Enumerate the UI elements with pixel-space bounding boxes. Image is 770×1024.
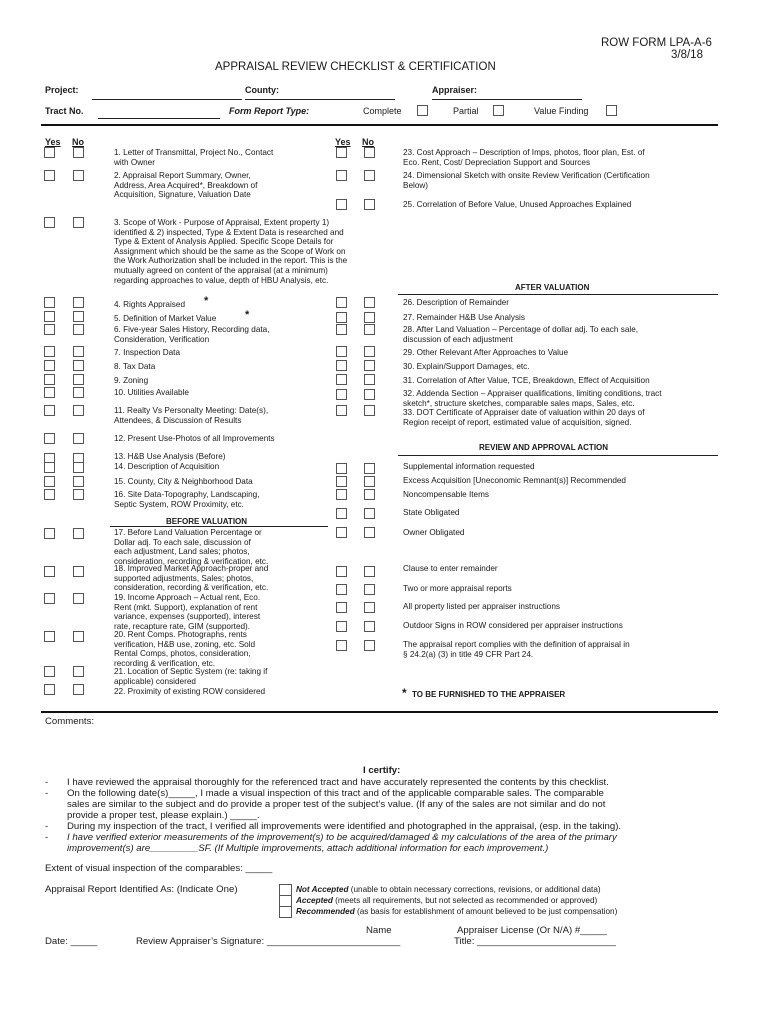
left-no-checkbox[interactable] — [73, 405, 84, 416]
dash: - — [45, 788, 49, 799]
action-yes-checkbox[interactable] — [336, 463, 347, 474]
right-yes-checkbox[interactable] — [336, 147, 347, 158]
right-no-checkbox[interactable] — [364, 147, 375, 158]
action-yes-checkbox[interactable] — [336, 584, 347, 595]
opt-partial-label: Partial — [453, 106, 479, 116]
license-label: Appraiser License (Or N/A) #_____ — [457, 925, 607, 936]
left-item-line: 9. Zoning — [114, 376, 149, 385]
right-item-line: discussion of each adjustment — [403, 334, 513, 344]
accepted-label: Accepted — [296, 896, 333, 905]
right-item-line: 31. Correlation of After Value, TCE, Breakdown, Effect of Acquisition — [403, 376, 650, 385]
action-no-checkbox[interactable] — [364, 621, 375, 632]
right-yes-checkbox[interactable] — [336, 324, 347, 335]
left-no-checkbox[interactable] — [73, 360, 84, 371]
right-item-line: 27. Remainder H&B Use Analysis — [403, 313, 525, 322]
right-no-checkbox[interactable] — [364, 324, 375, 335]
identified-label: Appraisal Report Identified As: (Indicate One) — [45, 884, 238, 895]
after-valuation-heading: AFTER VALUATION — [515, 283, 590, 292]
right-no-checkbox[interactable] — [364, 297, 375, 308]
not-accepted-desc: (unable to obtain necessary corrections, revisions, or additional data) — [348, 885, 601, 894]
dash: - — [45, 832, 49, 843]
left-no-checkbox[interactable] — [73, 387, 84, 398]
right-item-line: 29. Other Relevant After Approaches to Value — [403, 348, 569, 357]
left-yes-checkbox[interactable] — [44, 405, 55, 416]
county-field[interactable] — [245, 99, 395, 100]
action-no-checkbox[interactable] — [364, 584, 375, 595]
action-no-checkbox[interactable] — [364, 566, 375, 577]
action-yes-checkbox[interactable] — [336, 602, 347, 613]
report-type-label: Form Report Type: — [229, 106, 310, 116]
tract-label: Tract No. — [45, 106, 84, 116]
action-yes-checkbox[interactable] — [336, 489, 347, 500]
left-no-checkbox[interactable] — [73, 346, 84, 357]
left-item-line: 13. H&B Use Analysis (Before) — [114, 452, 226, 461]
form-id: ROW FORM LPA-A-6 — [601, 37, 712, 49]
action-no-checkbox[interactable] — [364, 640, 375, 651]
left-yes-checkbox[interactable] — [44, 684, 55, 695]
action-yes-checkbox[interactable] — [336, 508, 347, 519]
right-yes-checkbox[interactable] — [336, 346, 347, 357]
right-no-checkbox[interactable] — [364, 199, 375, 210]
certify-line-4b: improvement(s) are_________SF. (If Multiple improvements, attach additional information for each improvement.) — [67, 843, 549, 854]
project-field[interactable] — [92, 99, 242, 100]
left-no-checkbox[interactable] — [73, 666, 84, 677]
opt-value-finding-label: Value Finding — [534, 106, 589, 116]
left-yes-checkbox[interactable] — [44, 324, 55, 335]
certify-line-4a: I have verified exterior measurements of the improvement(s) to be acquired/damaged & my calculations of the area of the primary — [67, 832, 617, 843]
left-item-line: 5. Definition of Market Value — [114, 314, 217, 323]
certify-line-3: During my inspection of the tract, I verified all improvements were identified and photographed in the appraisal, (esp. in the taking). — [67, 821, 622, 832]
accepted-desc: (meets all requirements, but not selected as recommended or approved) — [332, 896, 598, 905]
left-item-line: 20. Rent Comps. Photographs, rents — [114, 630, 247, 639]
left-item-line: 16. Site Data-Topography, Landscaping, — [114, 490, 260, 499]
action-yes-checkbox[interactable] — [336, 476, 347, 487]
rights-star: * — [204, 295, 209, 307]
left-item-line: regarding approaches to value, depth of HBU Analysis, etc. — [114, 275, 329, 285]
right-item-line: Region receipt of report, estimated value of acquisition, signed. — [403, 417, 632, 427]
right-yes-checkbox[interactable] — [336, 297, 347, 308]
comments-area[interactable] — [110, 716, 710, 756]
comments-label: Comments: — [45, 716, 95, 727]
left-item-line: 6. Five-year Sales History, Recording data, — [114, 325, 270, 334]
action-no-checkbox[interactable] — [364, 602, 375, 613]
left-no-checkbox[interactable] — [73, 147, 84, 158]
action-item-line: § 24.2(a) (3) in title 49 CFR Part 24. — [403, 649, 534, 659]
left-item-line: 4. Rights Appraised — [114, 300, 186, 309]
left-yes-checkbox[interactable] — [44, 170, 55, 181]
right-yes-checkbox[interactable] — [336, 199, 347, 210]
review-approval-heading: REVIEW AND APPROVAL ACTION — [479, 443, 609, 452]
recommended-checkbox[interactable] — [279, 906, 292, 918]
left-no-checkbox[interactable] — [73, 324, 84, 335]
signature-field[interactable]: Review Appraiser’s Signature: _________________________ — [136, 936, 401, 947]
not-accepted-label: Not Accepted — [296, 885, 349, 894]
left-no-checkbox[interactable] — [73, 297, 84, 308]
action-item-line: Clause to enter remainder — [403, 564, 498, 573]
title-field[interactable]: Title: __________________________ — [454, 936, 616, 947]
left-item-line: Consideration, Verification — [114, 334, 210, 344]
left-item-line: applicable) considered — [114, 676, 196, 686]
left-yes-checkbox[interactable] — [44, 387, 55, 398]
left-no-checkbox[interactable] — [73, 311, 84, 322]
left-item-line: 8. Tax Data — [114, 362, 156, 371]
right-item-line: 30. Explain/Support Damages, etc. — [403, 362, 530, 371]
left-item-line: Rent (mkt. Support), explanation of rent — [114, 602, 258, 612]
action-item-line: Excess Acquisition [Uneconomic Remnant(s)] Recommended — [403, 476, 626, 485]
complete-checkbox[interactable] — [417, 105, 428, 116]
right-item-line: 28. After Land Valuation – Percentage of dollar adj. To each sale, — [403, 325, 639, 334]
extent-line: Extent of visual inspection of the comparables: _____ — [45, 863, 273, 874]
left-no-checkbox[interactable] — [73, 566, 84, 577]
left-item-line: 1. Letter of Transmittal, Project No., Contact — [114, 148, 274, 157]
opt-complete-label: Complete — [363, 106, 402, 116]
form-date: 3/8/18 — [671, 49, 703, 61]
left-item-line: mutually agreed on content of the appraisal (at a minimum) — [114, 266, 328, 275]
left-no-checkbox[interactable] — [73, 170, 84, 181]
furnished-star: * — [402, 686, 407, 700]
left-item-line: recording & verification, etc. — [114, 658, 216, 668]
right-yes-checkbox[interactable] — [336, 405, 347, 416]
left-yes-checkbox[interactable] — [44, 433, 55, 444]
action-item-line: The appraisal report complies with the definition of appraisal in — [403, 640, 630, 649]
left-no-checkbox[interactable] — [73, 684, 84, 695]
yes-heading-left: Yes — [45, 137, 61, 147]
left-item-line: consideration, recording & verification, etc. — [114, 583, 269, 593]
after-valuation-line — [398, 294, 718, 295]
left-yes-checkbox[interactable] — [44, 593, 55, 604]
left-item-line: rate, recapture rate, GIM (supported). — [114, 621, 251, 631]
right-yes-checkbox[interactable] — [336, 374, 347, 385]
left-no-checkbox[interactable] — [73, 489, 84, 500]
left-item-line: variance, expenses (supported), interest — [114, 612, 261, 622]
right-no-checkbox[interactable] — [364, 405, 375, 416]
furnished-note: TO BE FURNISHED TO THE APPRAISER — [412, 690, 566, 699]
right-item-line: 25. Correlation of Before Value, Unused Approaches Explained — [403, 200, 632, 209]
left-item-line: 2. Appraisal Report Summary, Owner, — [114, 171, 251, 180]
certify-line-2a: On the following date(s)_____, I made a visual inspection of this tract and of the applicable comparable sales. The comparable — [67, 788, 604, 799]
comments-divider — [41, 711, 718, 713]
left-yes-checkbox[interactable] — [44, 360, 55, 371]
left-yes-checkbox[interactable] — [44, 346, 55, 357]
left-item-line: consideration, recording & verification, etc. — [114, 556, 269, 566]
right-no-checkbox[interactable] — [364, 346, 375, 357]
accepted-option — [296, 896, 597, 906]
action-item-line: State Obligated — [403, 508, 460, 517]
action-item-line: Outdoor Signs in ROW considered per appraiser instructions — [403, 621, 623, 630]
header-divider — [41, 124, 718, 126]
left-no-checkbox[interactable] — [73, 433, 84, 444]
before-valuation-line — [110, 526, 328, 527]
left-yes-checkbox[interactable] — [44, 476, 55, 487]
action-no-checkbox[interactable] — [364, 463, 375, 474]
left-item-line: 11. Realty Vs Personalty Meeting: Date(s), — [114, 406, 269, 415]
left-no-checkbox[interactable] — [73, 462, 84, 473]
left-item-line: 21. Location of Septic System (re: taking if — [114, 667, 268, 676]
right-item-line: 32. Addenda Section – Appraiser qualifications, limiting conditions, tract — [403, 389, 662, 398]
right-item-line: 24. Dimensional Sketch with onsite Review Verification (Certification — [403, 171, 650, 180]
right-item-line: 33. DOT Certificate of Appraiser date of valuation within 20 days of — [403, 408, 645, 418]
left-item-line: the Work Authorization shall be included in the report. This is the — [114, 256, 348, 266]
left-item-line: Address, Area Acquired*, Breakdown of — [114, 180, 258, 190]
action-no-checkbox[interactable] — [364, 527, 375, 538]
left-item-line: each adjustment, Land sales; photos, — [114, 547, 250, 557]
recommended-option — [296, 907, 617, 917]
left-no-checkbox[interactable] — [73, 593, 84, 604]
left-yes-checkbox[interactable] — [44, 462, 55, 473]
right-no-checkbox[interactable] — [364, 374, 375, 385]
certify-line-2b: sales are similar to the subject and do provide a proper test of the subject’s value. (If any of the sales are not similar and do not — [67, 799, 606, 810]
left-item-line: 17. Before Land Valuation Percentage or — [114, 528, 262, 537]
action-no-checkbox[interactable] — [364, 489, 375, 500]
appraiser-field[interactable] — [432, 99, 582, 100]
action-yes-checkbox[interactable] — [336, 527, 347, 538]
left-no-checkbox[interactable] — [73, 476, 84, 487]
left-item-line: Rental Comps, photos, consideration, — [114, 649, 251, 659]
left-no-checkbox[interactable] — [73, 374, 84, 385]
left-yes-checkbox[interactable] — [44, 489, 55, 500]
dash: - — [45, 821, 49, 832]
tract-field[interactable] — [98, 118, 220, 119]
left-yes-checkbox[interactable] — [44, 374, 55, 385]
appraiser-label: Appraiser: — [432, 85, 478, 95]
left-yes-checkbox[interactable] — [44, 666, 55, 677]
left-item-line: Assignment which should be the same as the Scope of Work on — [114, 246, 346, 256]
right-yes-checkbox[interactable] — [336, 312, 347, 323]
action-item-line: Two or more appraisal reports — [403, 584, 512, 593]
action-item-line: Supplemental information requested — [403, 462, 535, 471]
left-item-line: 22. Proximity of existing ROW considered — [114, 687, 266, 696]
left-item-line: Acquisition, Signature, Valuation Date — [114, 190, 251, 200]
left-item-line: 7. Inspection Data — [114, 348, 180, 357]
name-label: Name — [366, 925, 392, 936]
action-yes-checkbox[interactable] — [336, 566, 347, 577]
value-finding-checkbox[interactable] — [606, 105, 617, 116]
right-item-line: sketch*, structure sketches, comparable sales maps, Sales, etc. — [403, 398, 635, 408]
recommended-desc: (as basis for establishment of amount believed to be just compensation) — [354, 907, 618, 916]
right-item-line: 26. Description of Remainder — [403, 298, 510, 307]
right-yes-checkbox[interactable] — [336, 389, 347, 400]
action-yes-checkbox[interactable] — [336, 621, 347, 632]
right-yes-checkbox[interactable] — [336, 360, 347, 371]
right-no-checkbox[interactable] — [364, 389, 375, 400]
left-item-line: supported adjustments, Sales; photos, — [114, 573, 254, 583]
review-approval-line — [398, 455, 718, 456]
right-yes-checkbox[interactable] — [336, 170, 347, 181]
action-item-line: Noncompensable Items — [403, 490, 490, 499]
left-item-line: with Owner — [114, 157, 155, 167]
left-item-line: Dollar adj. To each sale, discussion of — [114, 537, 251, 547]
partial-checkbox[interactable] — [493, 105, 504, 116]
action-no-checkbox[interactable] — [364, 476, 375, 487]
county-label: County: — [245, 85, 279, 95]
recommended-label: Recommended — [296, 907, 355, 916]
left-item-line: Type & Extent of Analysis Applied. Specific Scope Details for — [114, 237, 334, 247]
right-no-checkbox[interactable] — [364, 312, 375, 323]
right-item-line: Eco. Rent, Cost/ Depreciation Support and Sources — [403, 157, 591, 167]
left-item-line: verification, H&B use, zoning, etc. Sold — [114, 639, 256, 649]
right-no-checkbox[interactable] — [364, 360, 375, 371]
right-item-line: 23. Cost Approach – Description of Imps, photos, floor plan, Est. of — [403, 148, 645, 157]
yes-heading-right: Yes — [335, 137, 351, 147]
left-item-line: Attendees, & Discussion of Results — [114, 415, 242, 425]
page-title: APPRAISAL REVIEW CHECKLIST & CERTIFICATION — [215, 61, 496, 73]
certify-line-2c: provide a proper test, please explain.) _____. — [67, 810, 260, 821]
no-heading-left: No — [72, 137, 84, 147]
certify-title: I certify: — [363, 765, 401, 776]
left-yes-checkbox[interactable] — [44, 147, 55, 158]
left-yes-checkbox[interactable] — [44, 566, 55, 577]
project-label: Project: — [45, 85, 79, 95]
left-yes-checkbox[interactable] — [44, 631, 55, 642]
left-yes-checkbox[interactable] — [44, 297, 55, 308]
certify-line-1: I have reviewed the appraisal thoroughly for the referenced tract and have accurately represented the contents by this checklist. — [67, 777, 609, 788]
no-heading-right: No — [362, 137, 374, 147]
left-item-line: 10. Utilities Available — [114, 388, 189, 397]
left-item-line: 19. Income Approach – Actual rent, Eco. — [114, 593, 261, 602]
market-value-star: * — [245, 309, 250, 321]
left-item-line: 15. County, City & Neighborhood Data — [114, 477, 253, 486]
left-yes-checkbox[interactable] — [44, 217, 55, 228]
left-no-checkbox[interactable] — [73, 528, 84, 539]
right-no-checkbox[interactable] — [364, 170, 375, 181]
left-item-line: 3. Scope of Work - Purpose of Appraisal, Extent property 1) — [114, 218, 330, 227]
before-valuation-heading: BEFORE VALUATION — [166, 517, 248, 526]
left-item-line: 14. Description of Acquisition — [114, 461, 220, 471]
action-item-line: Owner Obligated — [403, 528, 465, 537]
left-no-checkbox[interactable] — [73, 631, 84, 642]
left-item-line: identified & 2) inspected, Type & Extent Data is researched and — [114, 227, 344, 237]
left-yes-checkbox[interactable] — [44, 311, 55, 322]
left-item-line: Septic System, ROW Proximity, etc. — [114, 499, 244, 509]
date-field[interactable]: Date: _____ — [45, 936, 98, 947]
action-item-line: All property listed per appraiser instructions — [403, 602, 560, 611]
right-item-line: Below) — [403, 180, 429, 190]
action-yes-checkbox[interactable] — [336, 640, 347, 651]
dash: - — [45, 777, 49, 788]
left-yes-checkbox[interactable] — [44, 528, 55, 539]
action-no-checkbox[interactable] — [364, 508, 375, 519]
left-item-line: 18. Improved Market Approach-proper and — [114, 564, 269, 573]
left-no-checkbox[interactable] — [73, 217, 84, 228]
left-item-line: 12. Present Use-Photos of all Improvements — [114, 434, 275, 443]
not-accepted-option — [296, 885, 601, 895]
